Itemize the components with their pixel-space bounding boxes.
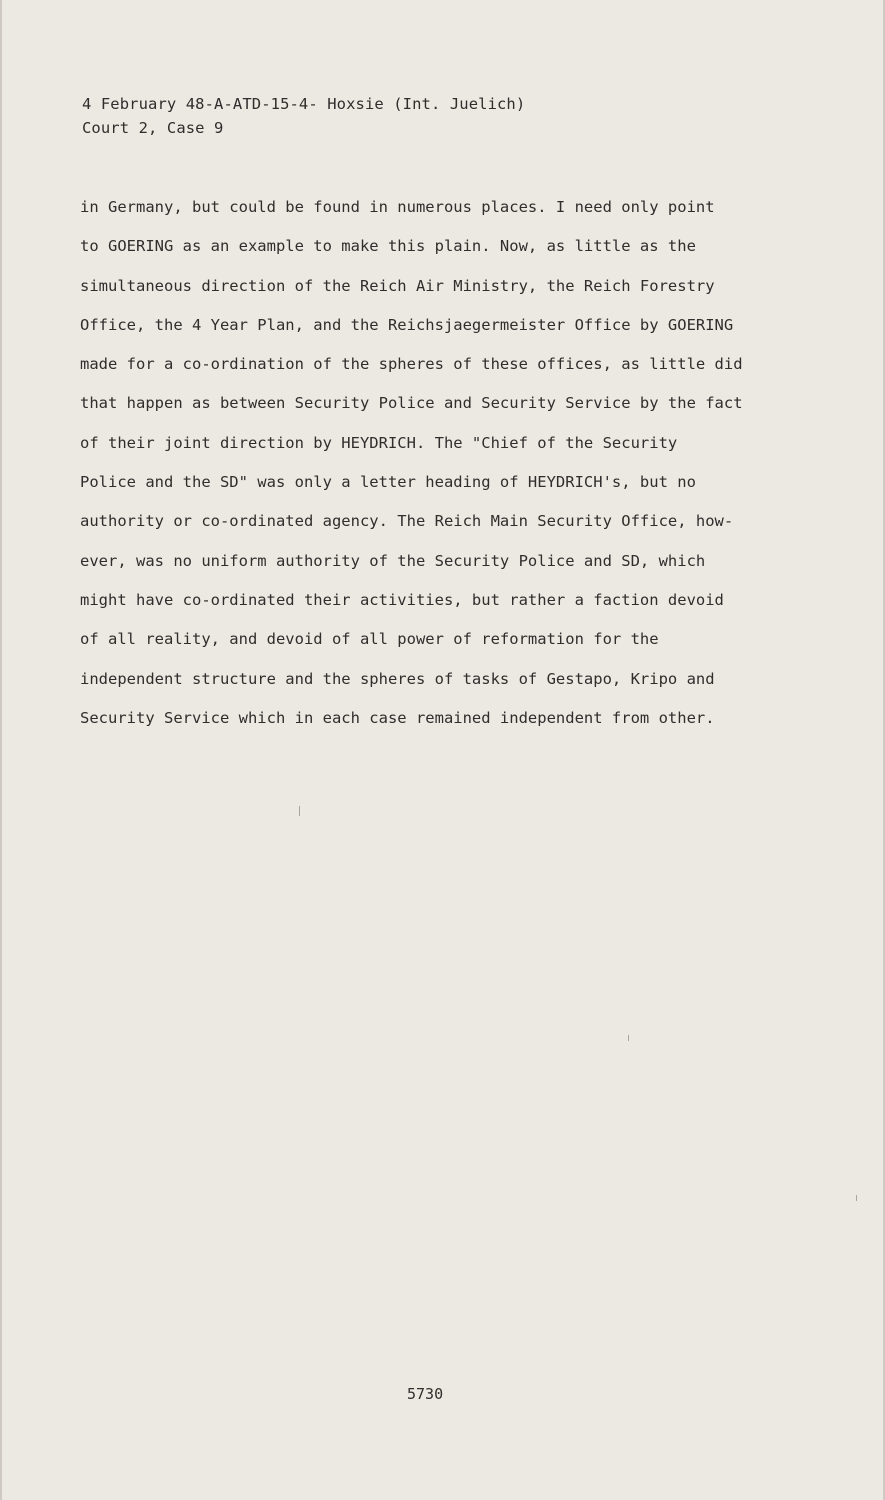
body-line: might have co-ordinated their activities, but rather a faction devoid [80, 590, 724, 609]
paper-speck [299, 806, 300, 816]
body-line: to GOERING as an example to make this plain. Now, as little as the [80, 237, 696, 256]
body-line: authority or co-ordinated agency. The Reich Main Security Office, how- [80, 512, 734, 531]
body-line: Security Service which in each case remained independent from other. [80, 708, 715, 727]
paper-speck [628, 1035, 629, 1041]
paper-speck [856, 1195, 857, 1201]
body-line: that happen as between Security Police and Security Service by the fact [80, 394, 743, 413]
body-line: of all reality, and devoid of all power of reformation for the [80, 630, 659, 649]
body-line: simultaneous direction of the Reich Air Ministry, the Reich Forestry [80, 276, 715, 295]
transcript-body [80, 188, 780, 738]
body-line: Police and the SD" was only a letter heading of HEYDRICH's, but no [80, 473, 696, 492]
body-line: Office, the 4 Year Plan, and the Reichsjaegermeister Office by GOERING [80, 315, 734, 334]
body-line: independent structure and the spheres of tasks of Gestapo, Kripo and [80, 669, 715, 688]
body-line: ever, was no uniform authority of the Security Police and SD, which [80, 551, 706, 570]
header-date-reference: 4 February 48-A-ATD-15-4- Hoxsie (Int. Juelich) [82, 95, 526, 113]
page-number: 5730 [407, 1385, 444, 1403]
body-line: of their joint direction by HEYDRICH. The "Chief of the Security [80, 433, 678, 452]
body-line: made for a co-ordination of the spheres of these offices, as little did [80, 355, 743, 374]
body-line: in Germany, but could be found in numerous places. I need only point [80, 198, 715, 216]
header-court-case: Court 2, Case 9 [82, 119, 224, 137]
document-header [82, 92, 525, 140]
